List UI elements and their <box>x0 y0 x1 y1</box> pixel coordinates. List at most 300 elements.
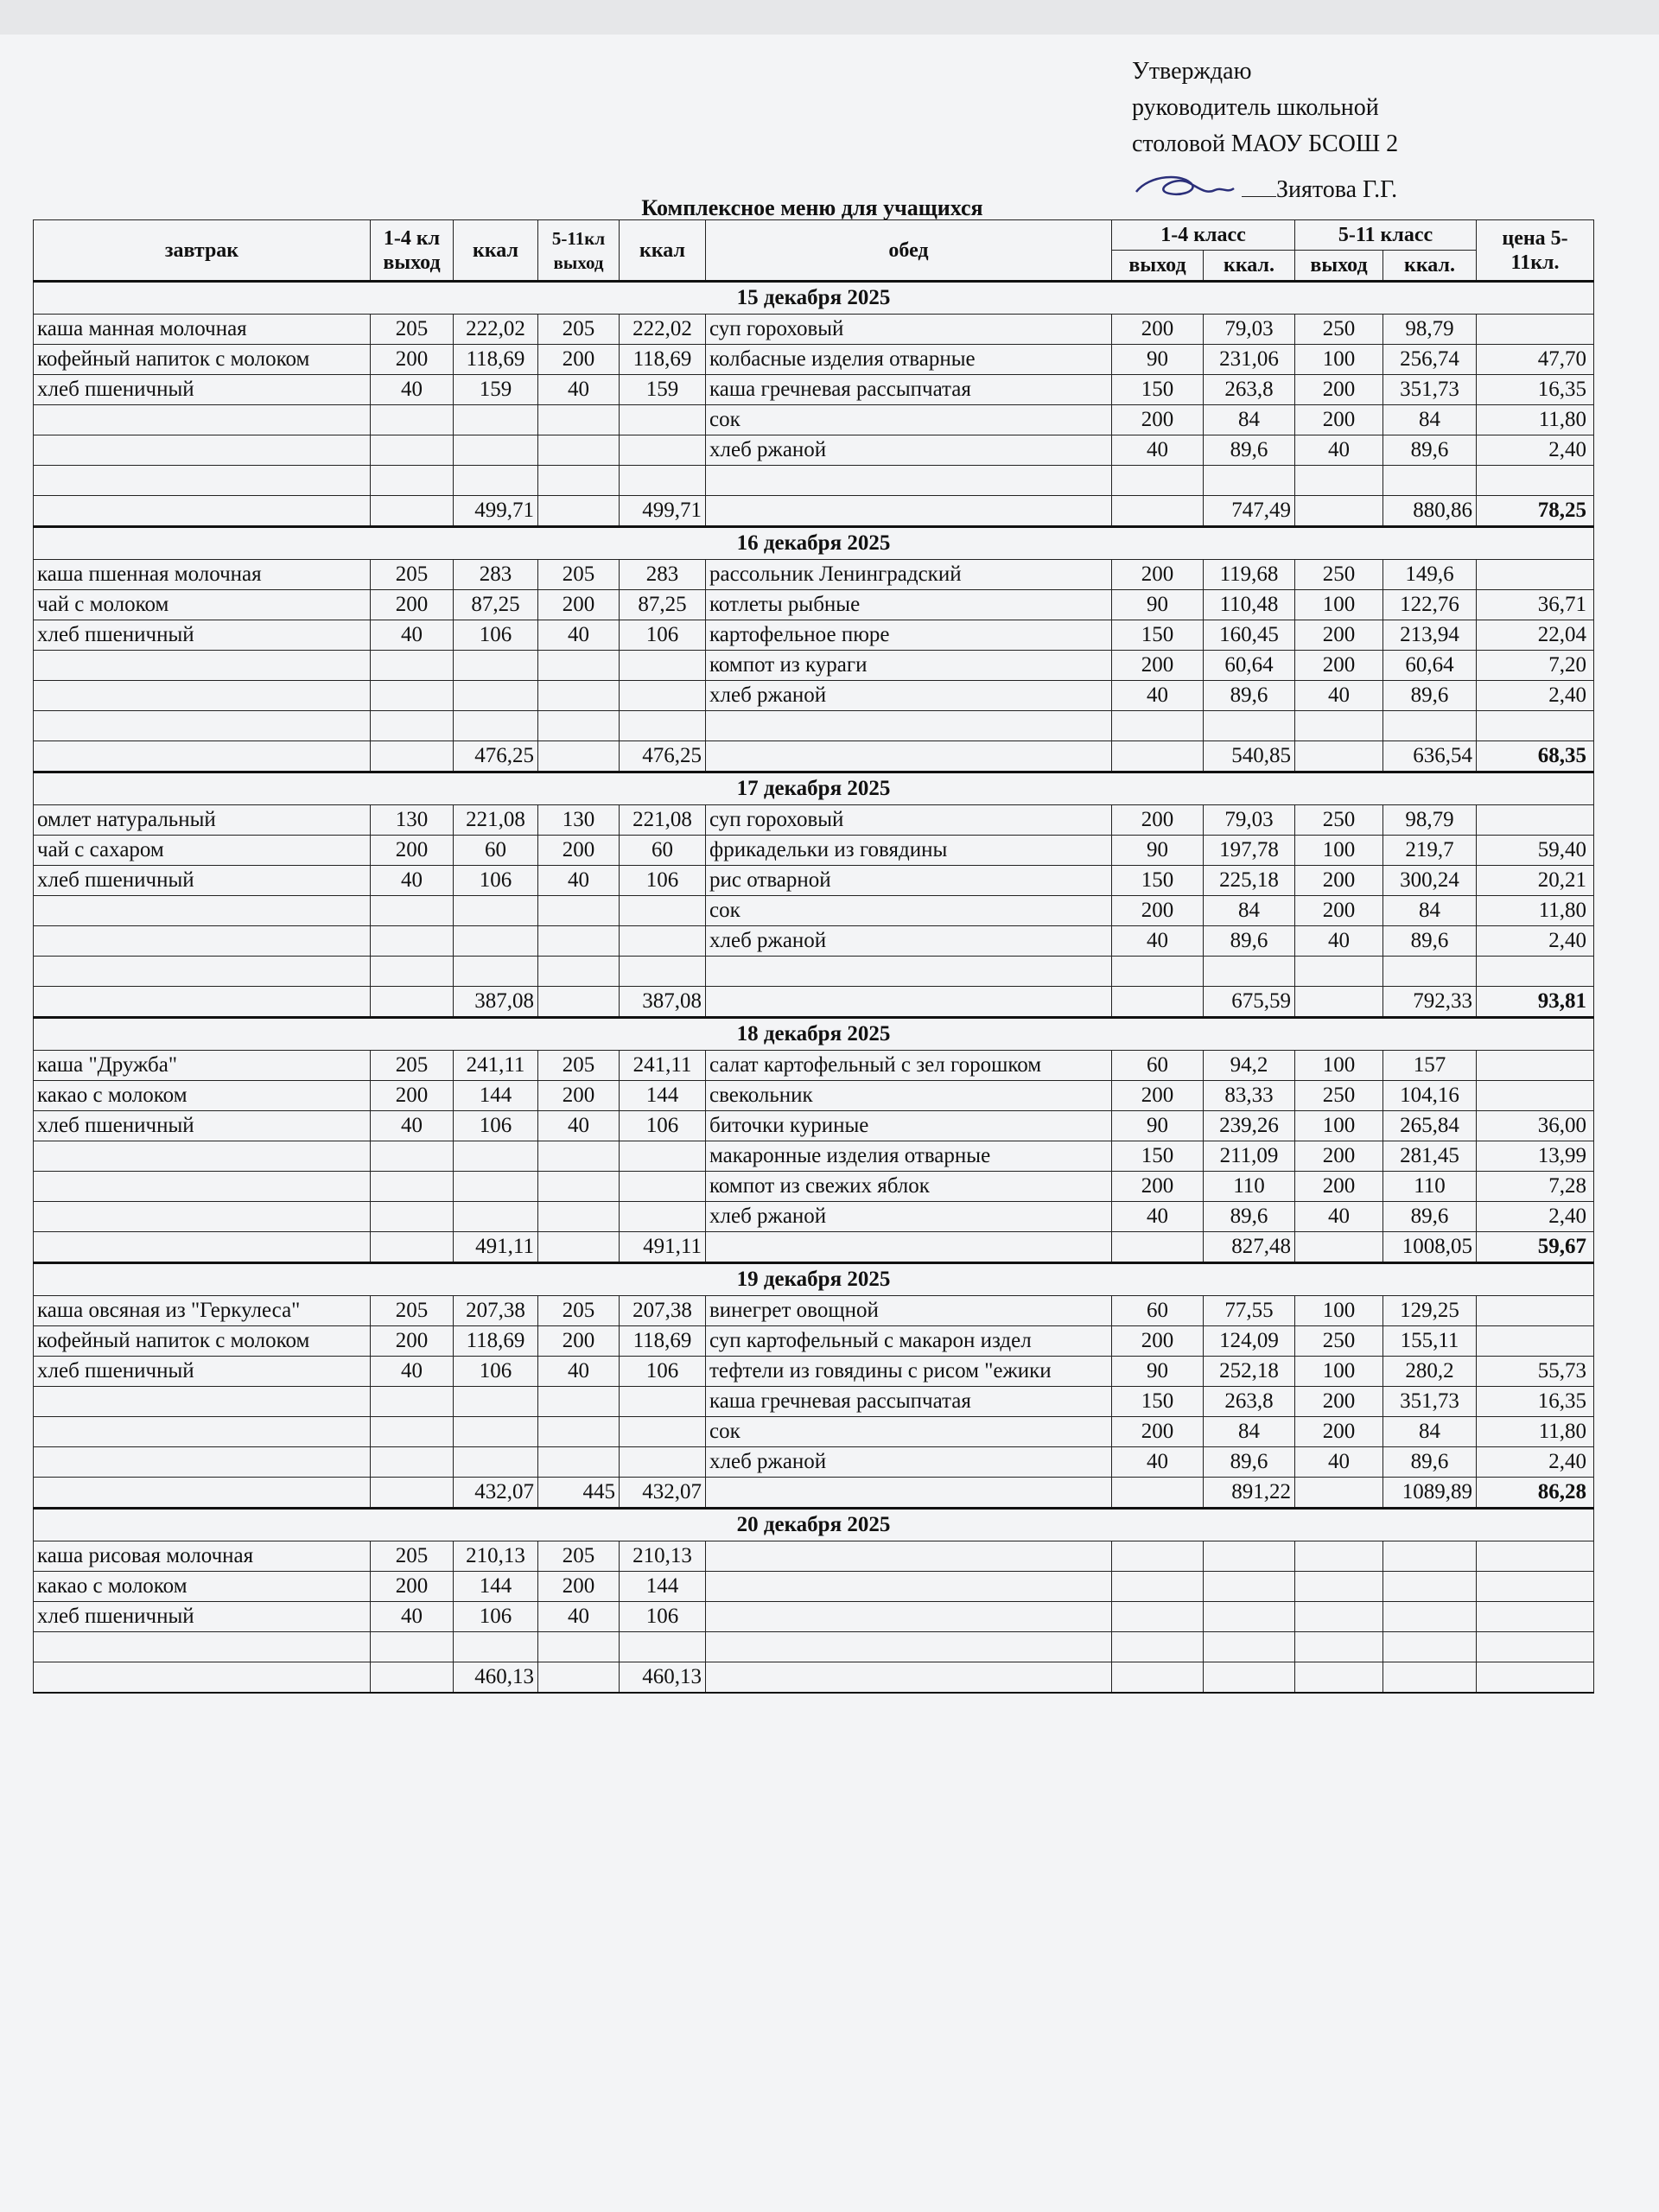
total-b-kcal-14: 460,13 <box>454 1662 538 1694</box>
cell-l-out-511 <box>1295 1541 1383 1572</box>
cell-breakfast-dish <box>34 1417 371 1447</box>
cell-b-out-14 <box>371 957 454 987</box>
header-l-kcal-511: ккал. <box>1383 251 1477 282</box>
cell-l-kcal-511: 280,2 <box>1383 1357 1477 1387</box>
total-l-kcal-14: 827,48 <box>1204 1232 1295 1263</box>
table-row <box>34 1417 1594 1447</box>
header-b-out-511: 5-11кл выход <box>538 220 620 282</box>
cell-b-out-14: 40 <box>371 866 454 896</box>
cell-b-out-511 <box>538 926 620 957</box>
cell-b-kcal-14: 207,38 <box>454 1296 538 1326</box>
total-price: 93,81 <box>1477 987 1594 1018</box>
cell-l-out-511: 100 <box>1295 590 1383 620</box>
cell-b-out-511 <box>538 435 620 466</box>
cell-b-kcal-511: 106 <box>620 1111 706 1141</box>
total-l-kcal-511 <box>1383 1662 1477 1694</box>
total-breakfast-dish <box>34 987 371 1018</box>
total-b-kcal-14: 499,71 <box>454 496 538 527</box>
date-label: 16 декабря 2025 <box>34 527 1594 560</box>
table-row <box>34 1172 1594 1202</box>
cell-b-out-14 <box>371 896 454 926</box>
cell-l-kcal-511: 351,73 <box>1383 375 1477 405</box>
cell-b-kcal-511 <box>620 405 706 435</box>
cell-price: 13,99 <box>1477 1141 1594 1172</box>
cell-b-out-14 <box>371 466 454 496</box>
cell-breakfast-dish: хлеб пшеничный <box>34 1602 371 1632</box>
cell-l-kcal-511: 300,24 <box>1383 866 1477 896</box>
table-row <box>34 711 1594 741</box>
total-b-out-14 <box>371 741 454 772</box>
cell-b-kcal-511: 60 <box>620 836 706 866</box>
cell-l-kcal-14: 211,09 <box>1204 1141 1295 1172</box>
cell-l-kcal-511: 256,74 <box>1383 345 1477 375</box>
cell-l-kcal-511: 98,79 <box>1383 315 1477 345</box>
total-b-out-511 <box>538 496 620 527</box>
cell-price <box>1477 805 1594 836</box>
cell-l-kcal-511 <box>1383 466 1477 496</box>
cell-l-out-511 <box>1295 957 1383 987</box>
table-row <box>34 1602 1594 1632</box>
cell-l-out-511: 250 <box>1295 1326 1383 1357</box>
header-b-kcal-511: ккал <box>620 220 706 282</box>
menu-page <box>0 35 1659 2212</box>
total-l-out-14 <box>1112 987 1204 1018</box>
cell-l-out-511: 40 <box>1295 435 1383 466</box>
cell-l-out-14: 90 <box>1112 836 1204 866</box>
cell-l-kcal-14: 252,18 <box>1204 1357 1295 1387</box>
cell-b-out-511: 205 <box>538 315 620 345</box>
cell-b-kcal-14: 106 <box>454 866 538 896</box>
cell-l-kcal-511 <box>1383 1602 1477 1632</box>
cell-b-kcal-511 <box>620 466 706 496</box>
cell-l-kcal-14: 110 <box>1204 1172 1295 1202</box>
cell-b-kcal-14: 144 <box>454 1081 538 1111</box>
cell-price: 11,80 <box>1477 405 1594 435</box>
total-l-out-511 <box>1295 496 1383 527</box>
cell-b-out-511: 200 <box>538 1081 620 1111</box>
cell-b-kcal-511: 221,08 <box>620 805 706 836</box>
total-l-kcal-14: 540,85 <box>1204 741 1295 772</box>
table-row <box>34 1572 1594 1602</box>
cell-b-out-511 <box>538 466 620 496</box>
cell-b-out-14: 40 <box>371 1357 454 1387</box>
cell-lunch-dish: салат картофельный с зел горошком <box>706 1051 1112 1081</box>
cell-l-kcal-14: 84 <box>1204 1417 1295 1447</box>
cell-price: 16,35 <box>1477 1387 1594 1417</box>
cell-l-kcal-511: 110 <box>1383 1172 1477 1202</box>
cell-b-kcal-14: 106 <box>454 1111 538 1141</box>
cell-l-out-14 <box>1112 711 1204 741</box>
cell-l-kcal-511: 84 <box>1383 405 1477 435</box>
cell-breakfast-dish <box>34 1447 371 1478</box>
cell-lunch-dish: хлеб ржаной <box>706 926 1112 957</box>
cell-l-out-511: 200 <box>1295 620 1383 651</box>
cell-b-out-511: 205 <box>538 1541 620 1572</box>
cell-l-out-14: 200 <box>1112 1172 1204 1202</box>
cell-breakfast-dish <box>34 896 371 926</box>
cell-l-kcal-511 <box>1383 1632 1477 1662</box>
cell-l-kcal-14: 79,03 <box>1204 805 1295 836</box>
cell-lunch-dish: колбасные изделия отварные <box>706 345 1112 375</box>
total-b-out-511: 445 <box>538 1478 620 1509</box>
total-b-kcal-511: 499,71 <box>620 496 706 527</box>
cell-price: 2,40 <box>1477 1447 1594 1478</box>
cell-price <box>1477 711 1594 741</box>
cell-b-out-511: 40 <box>538 620 620 651</box>
cell-l-kcal-14: 79,03 <box>1204 315 1295 345</box>
cell-b-kcal-14 <box>454 1202 538 1232</box>
cell-price: 22,04 <box>1477 620 1594 651</box>
cell-b-kcal-14 <box>454 681 538 711</box>
cell-lunch-dish <box>706 711 1112 741</box>
cell-b-out-511 <box>538 1447 620 1478</box>
cell-l-kcal-511: 213,94 <box>1383 620 1477 651</box>
cell-l-kcal-511: 157 <box>1383 1051 1477 1081</box>
cell-l-kcal-511: 155,11 <box>1383 1326 1477 1357</box>
header-b-out-14: 1-4 кл выход <box>371 220 454 282</box>
cell-b-kcal-14 <box>454 435 538 466</box>
cell-l-kcal-14: 197,78 <box>1204 836 1295 866</box>
cell-b-kcal-14: 283 <box>454 560 538 590</box>
total-l-out-14 <box>1112 741 1204 772</box>
cell-b-kcal-14 <box>454 1172 538 1202</box>
cell-l-kcal-14: 84 <box>1204 896 1295 926</box>
cell-b-out-511 <box>538 681 620 711</box>
cell-breakfast-dish <box>34 466 371 496</box>
total-l-kcal-14 <box>1204 1662 1295 1694</box>
cell-l-out-511: 100 <box>1295 345 1383 375</box>
cell-price: 11,80 <box>1477 896 1594 926</box>
total-b-out-14 <box>371 987 454 1018</box>
total-l-out-14 <box>1112 1232 1204 1263</box>
cell-b-out-511: 205 <box>538 560 620 590</box>
cell-b-kcal-14: 106 <box>454 620 538 651</box>
date-row <box>34 772 1594 805</box>
cell-l-out-511: 200 <box>1295 375 1383 405</box>
cell-breakfast-dish: каша пшенная молочная <box>34 560 371 590</box>
cell-lunch-dish: тефтели из говядины с рисом "ежики <box>706 1357 1112 1387</box>
cell-l-kcal-511: 89,6 <box>1383 1202 1477 1232</box>
cell-b-out-14: 205 <box>371 315 454 345</box>
cell-lunch-dish: биточки куриные <box>706 1111 1112 1141</box>
table-row <box>34 957 1594 987</box>
header-l-out-14: выход <box>1112 251 1204 282</box>
cell-price <box>1477 1602 1594 1632</box>
cell-l-out-14: 90 <box>1112 345 1204 375</box>
cell-l-out-511: 250 <box>1295 805 1383 836</box>
cell-breakfast-dish: чай с сахаром <box>34 836 371 866</box>
cell-lunch-dish: свекольник <box>706 1081 1112 1111</box>
total-price: 86,28 <box>1477 1478 1594 1509</box>
cell-b-kcal-14 <box>454 1417 538 1447</box>
cell-l-kcal-14: 89,6 <box>1204 926 1295 957</box>
cell-b-kcal-14: 241,11 <box>454 1051 538 1081</box>
cell-l-out-14: 200 <box>1112 651 1204 681</box>
total-b-kcal-511: 387,08 <box>620 987 706 1018</box>
cell-b-kcal-511: 144 <box>620 1572 706 1602</box>
cell-b-out-14: 205 <box>371 1296 454 1326</box>
cell-price: 11,80 <box>1477 1417 1594 1447</box>
cell-breakfast-dish: каша овсяная из "Геркулеса" <box>34 1296 371 1326</box>
cell-breakfast-dish <box>34 405 371 435</box>
total-l-kcal-511: 880,86 <box>1383 496 1477 527</box>
cell-b-kcal-511: 144 <box>620 1081 706 1111</box>
cell-l-out-14: 150 <box>1112 1387 1204 1417</box>
cell-l-out-14 <box>1112 1602 1204 1632</box>
total-l-out-14 <box>1112 496 1204 527</box>
cell-breakfast-dish <box>34 1202 371 1232</box>
cell-l-kcal-511: 84 <box>1383 1417 1477 1447</box>
cell-l-kcal-14: 83,33 <box>1204 1081 1295 1111</box>
cell-price <box>1477 315 1594 345</box>
total-b-kcal-511: 491,11 <box>620 1232 706 1263</box>
cell-l-out-14: 200 <box>1112 1326 1204 1357</box>
cell-lunch-dish <box>706 1541 1112 1572</box>
cell-breakfast-dish: каша манная молочная <box>34 315 371 345</box>
total-l-kcal-511: 792,33 <box>1383 987 1477 1018</box>
cell-price: 36,00 <box>1477 1111 1594 1141</box>
total-lunch-dish <box>706 987 1112 1018</box>
cell-price <box>1477 1051 1594 1081</box>
total-b-kcal-14: 491,11 <box>454 1232 538 1263</box>
cell-lunch-dish: котлеты рыбные <box>706 590 1112 620</box>
cell-lunch-dish: компот из кураги <box>706 651 1112 681</box>
table-row <box>34 836 1594 866</box>
total-b-out-14 <box>371 1232 454 1263</box>
cell-l-out-511: 200 <box>1295 651 1383 681</box>
total-breakfast-dish <box>34 1232 371 1263</box>
cell-breakfast-dish <box>34 957 371 987</box>
cell-l-kcal-14: 60,64 <box>1204 651 1295 681</box>
cell-b-kcal-14 <box>454 711 538 741</box>
cell-l-out-511: 200 <box>1295 405 1383 435</box>
cell-b-out-511 <box>538 1632 620 1662</box>
cell-b-kcal-14 <box>454 1447 538 1478</box>
cell-breakfast-dish <box>34 681 371 711</box>
cell-price: 16,35 <box>1477 375 1594 405</box>
total-b-out-511 <box>538 1232 620 1263</box>
cell-b-kcal-511 <box>620 957 706 987</box>
cell-l-kcal-14: 77,55 <box>1204 1296 1295 1326</box>
cell-b-kcal-14 <box>454 926 538 957</box>
cell-b-kcal-14 <box>454 957 538 987</box>
total-l-kcal-511: 1089,89 <box>1383 1478 1477 1509</box>
cell-l-out-14: 40 <box>1112 435 1204 466</box>
cell-b-kcal-511 <box>620 896 706 926</box>
cell-l-out-14: 90 <box>1112 590 1204 620</box>
cell-b-out-14: 130 <box>371 805 454 836</box>
cell-l-kcal-511: 89,6 <box>1383 435 1477 466</box>
header-grade-511: 5-11 класс <box>1295 220 1477 251</box>
table-row <box>34 375 1594 405</box>
date-row <box>34 527 1594 560</box>
total-b-out-511 <box>538 987 620 1018</box>
cell-lunch-dish: рис отварной <box>706 866 1112 896</box>
cell-b-kcal-14: 159 <box>454 375 538 405</box>
cell-price: 55,73 <box>1477 1357 1594 1387</box>
cell-l-kcal-511: 104,16 <box>1383 1081 1477 1111</box>
cell-l-out-511: 40 <box>1295 926 1383 957</box>
cell-breakfast-dish <box>34 711 371 741</box>
cell-price <box>1477 1572 1594 1602</box>
cell-b-out-511: 200 <box>538 1572 620 1602</box>
total-breakfast-dish <box>34 1478 371 1509</box>
cell-price: 47,70 <box>1477 345 1594 375</box>
total-l-kcal-14: 747,49 <box>1204 496 1295 527</box>
cell-price: 2,40 <box>1477 1202 1594 1232</box>
cell-l-out-14 <box>1112 957 1204 987</box>
cell-l-out-511: 250 <box>1295 560 1383 590</box>
cell-b-out-511: 200 <box>538 590 620 620</box>
cell-b-kcal-14: 106 <box>454 1602 538 1632</box>
total-b-kcal-14: 387,08 <box>454 987 538 1018</box>
cell-b-out-14 <box>371 1202 454 1232</box>
header-row-1 <box>34 220 1594 251</box>
cell-price: 7,20 <box>1477 651 1594 681</box>
table-row <box>34 1387 1594 1417</box>
cell-l-out-511: 250 <box>1295 315 1383 345</box>
cell-b-kcal-511 <box>620 1447 706 1478</box>
cell-b-kcal-511 <box>620 681 706 711</box>
cell-b-out-511: 40 <box>538 1602 620 1632</box>
cell-b-out-511 <box>538 405 620 435</box>
cell-l-kcal-511: 351,73 <box>1383 1387 1477 1417</box>
table-row <box>34 1326 1594 1357</box>
cell-b-out-14 <box>371 926 454 957</box>
cell-breakfast-dish: кофейный напиток с молоком <box>34 345 371 375</box>
total-b-out-14 <box>371 1478 454 1509</box>
table-row <box>34 345 1594 375</box>
cell-lunch-dish <box>706 1632 1112 1662</box>
cell-lunch-dish <box>706 466 1112 496</box>
cell-l-kcal-14 <box>1204 1602 1295 1632</box>
cell-l-kcal-14: 160,45 <box>1204 620 1295 651</box>
cell-price <box>1477 957 1594 987</box>
cell-b-out-14: 40 <box>371 620 454 651</box>
cell-l-out-511 <box>1295 1632 1383 1662</box>
total-price: 78,25 <box>1477 496 1594 527</box>
cell-l-kcal-511: 89,6 <box>1383 1447 1477 1478</box>
cell-breakfast-dish <box>34 1632 371 1662</box>
total-b-out-14 <box>371 496 454 527</box>
table-row <box>34 926 1594 957</box>
total-row <box>34 496 1594 527</box>
total-l-out-511 <box>1295 1478 1383 1509</box>
table-row <box>34 1296 1594 1326</box>
cell-b-kcal-511: 241,11 <box>620 1051 706 1081</box>
cell-b-kcal-511: 283 <box>620 560 706 590</box>
header-grade-14: 1-4 класс <box>1112 220 1295 251</box>
cell-lunch-dish: хлеб ржаной <box>706 435 1112 466</box>
cell-breakfast-dish: хлеб пшеничный <box>34 1111 371 1141</box>
cell-b-out-511 <box>538 896 620 926</box>
cell-l-kcal-511: 149,6 <box>1383 560 1477 590</box>
cell-lunch-dish: компот из свежих яблок <box>706 1172 1112 1202</box>
table-row <box>34 1357 1594 1387</box>
cell-lunch-dish: сок <box>706 896 1112 926</box>
approval-line-2: руководитель школьной <box>1132 94 1379 121</box>
cell-l-kcal-14 <box>1204 466 1295 496</box>
cell-l-out-14: 150 <box>1112 866 1204 896</box>
cell-price: 2,40 <box>1477 681 1594 711</box>
cell-l-kcal-14: 89,6 <box>1204 1447 1295 1478</box>
cell-l-kcal-14: 124,09 <box>1204 1326 1295 1357</box>
cell-b-out-14: 200 <box>371 345 454 375</box>
cell-b-kcal-511: 106 <box>620 866 706 896</box>
cell-b-out-511 <box>538 1387 620 1417</box>
cell-l-kcal-14: 89,6 <box>1204 681 1295 711</box>
cell-b-kcal-14: 221,08 <box>454 805 538 836</box>
cell-l-out-14: 200 <box>1112 405 1204 435</box>
cell-l-out-14 <box>1112 466 1204 496</box>
cell-b-out-511: 200 <box>538 836 620 866</box>
cell-breakfast-dish: хлеб пшеничный <box>34 375 371 405</box>
cell-b-kcal-511 <box>620 1172 706 1202</box>
total-row <box>34 1478 1594 1509</box>
cell-lunch-dish: каша гречневая рассыпчатая <box>706 375 1112 405</box>
cell-b-kcal-511: 118,69 <box>620 1326 706 1357</box>
cell-breakfast-dish <box>34 435 371 466</box>
cell-b-out-511 <box>538 1172 620 1202</box>
table-row <box>34 651 1594 681</box>
cell-b-out-511: 205 <box>538 1051 620 1081</box>
total-l-kcal-511: 636,54 <box>1383 741 1477 772</box>
cell-l-out-14: 200 <box>1112 315 1204 345</box>
cell-b-out-14: 200 <box>371 1326 454 1357</box>
cell-price <box>1477 560 1594 590</box>
cell-l-kcal-511: 89,6 <box>1383 681 1477 711</box>
cell-l-out-14: 150 <box>1112 1141 1204 1172</box>
cell-price: 20,21 <box>1477 866 1594 896</box>
cell-l-out-14: 40 <box>1112 926 1204 957</box>
table-row <box>34 1632 1594 1662</box>
cell-b-out-511: 205 <box>538 1296 620 1326</box>
total-b-kcal-14: 432,07 <box>454 1478 538 1509</box>
table-row <box>34 435 1594 466</box>
cell-l-kcal-511 <box>1383 1541 1477 1572</box>
cell-b-out-511 <box>538 711 620 741</box>
cell-b-kcal-511: 118,69 <box>620 345 706 375</box>
cell-l-out-511: 100 <box>1295 836 1383 866</box>
cell-l-out-511: 100 <box>1295 1296 1383 1326</box>
total-l-out-511 <box>1295 1662 1383 1694</box>
total-lunch-dish <box>706 1232 1112 1263</box>
cell-breakfast-dish: какао с молоком <box>34 1572 371 1602</box>
cell-l-out-511: 250 <box>1295 1081 1383 1111</box>
total-l-out-511 <box>1295 741 1383 772</box>
date-label: 17 декабря 2025 <box>34 772 1594 805</box>
cell-b-kcal-511: 159 <box>620 375 706 405</box>
header-b-kcal-14: ккал <box>454 220 538 282</box>
cell-l-kcal-14: 225,18 <box>1204 866 1295 896</box>
cell-l-out-511: 200 <box>1295 1417 1383 1447</box>
cell-lunch-dish: фрикадельки из говядины <box>706 836 1112 866</box>
cell-b-kcal-511 <box>620 1202 706 1232</box>
cell-b-out-14 <box>371 1447 454 1478</box>
cell-breakfast-dish <box>34 1141 371 1172</box>
table-row <box>34 805 1594 836</box>
cell-b-kcal-511: 87,25 <box>620 590 706 620</box>
cell-l-kcal-14 <box>1204 711 1295 741</box>
cell-b-out-14: 200 <box>371 1081 454 1111</box>
date-row <box>34 1018 1594 1051</box>
table-row <box>34 866 1594 896</box>
cell-b-out-511 <box>538 1141 620 1172</box>
cell-b-kcal-14 <box>454 1632 538 1662</box>
cell-b-out-14: 205 <box>371 1051 454 1081</box>
cell-l-out-14: 40 <box>1112 1202 1204 1232</box>
page-title: Комплексное меню для учащихся <box>641 195 983 220</box>
